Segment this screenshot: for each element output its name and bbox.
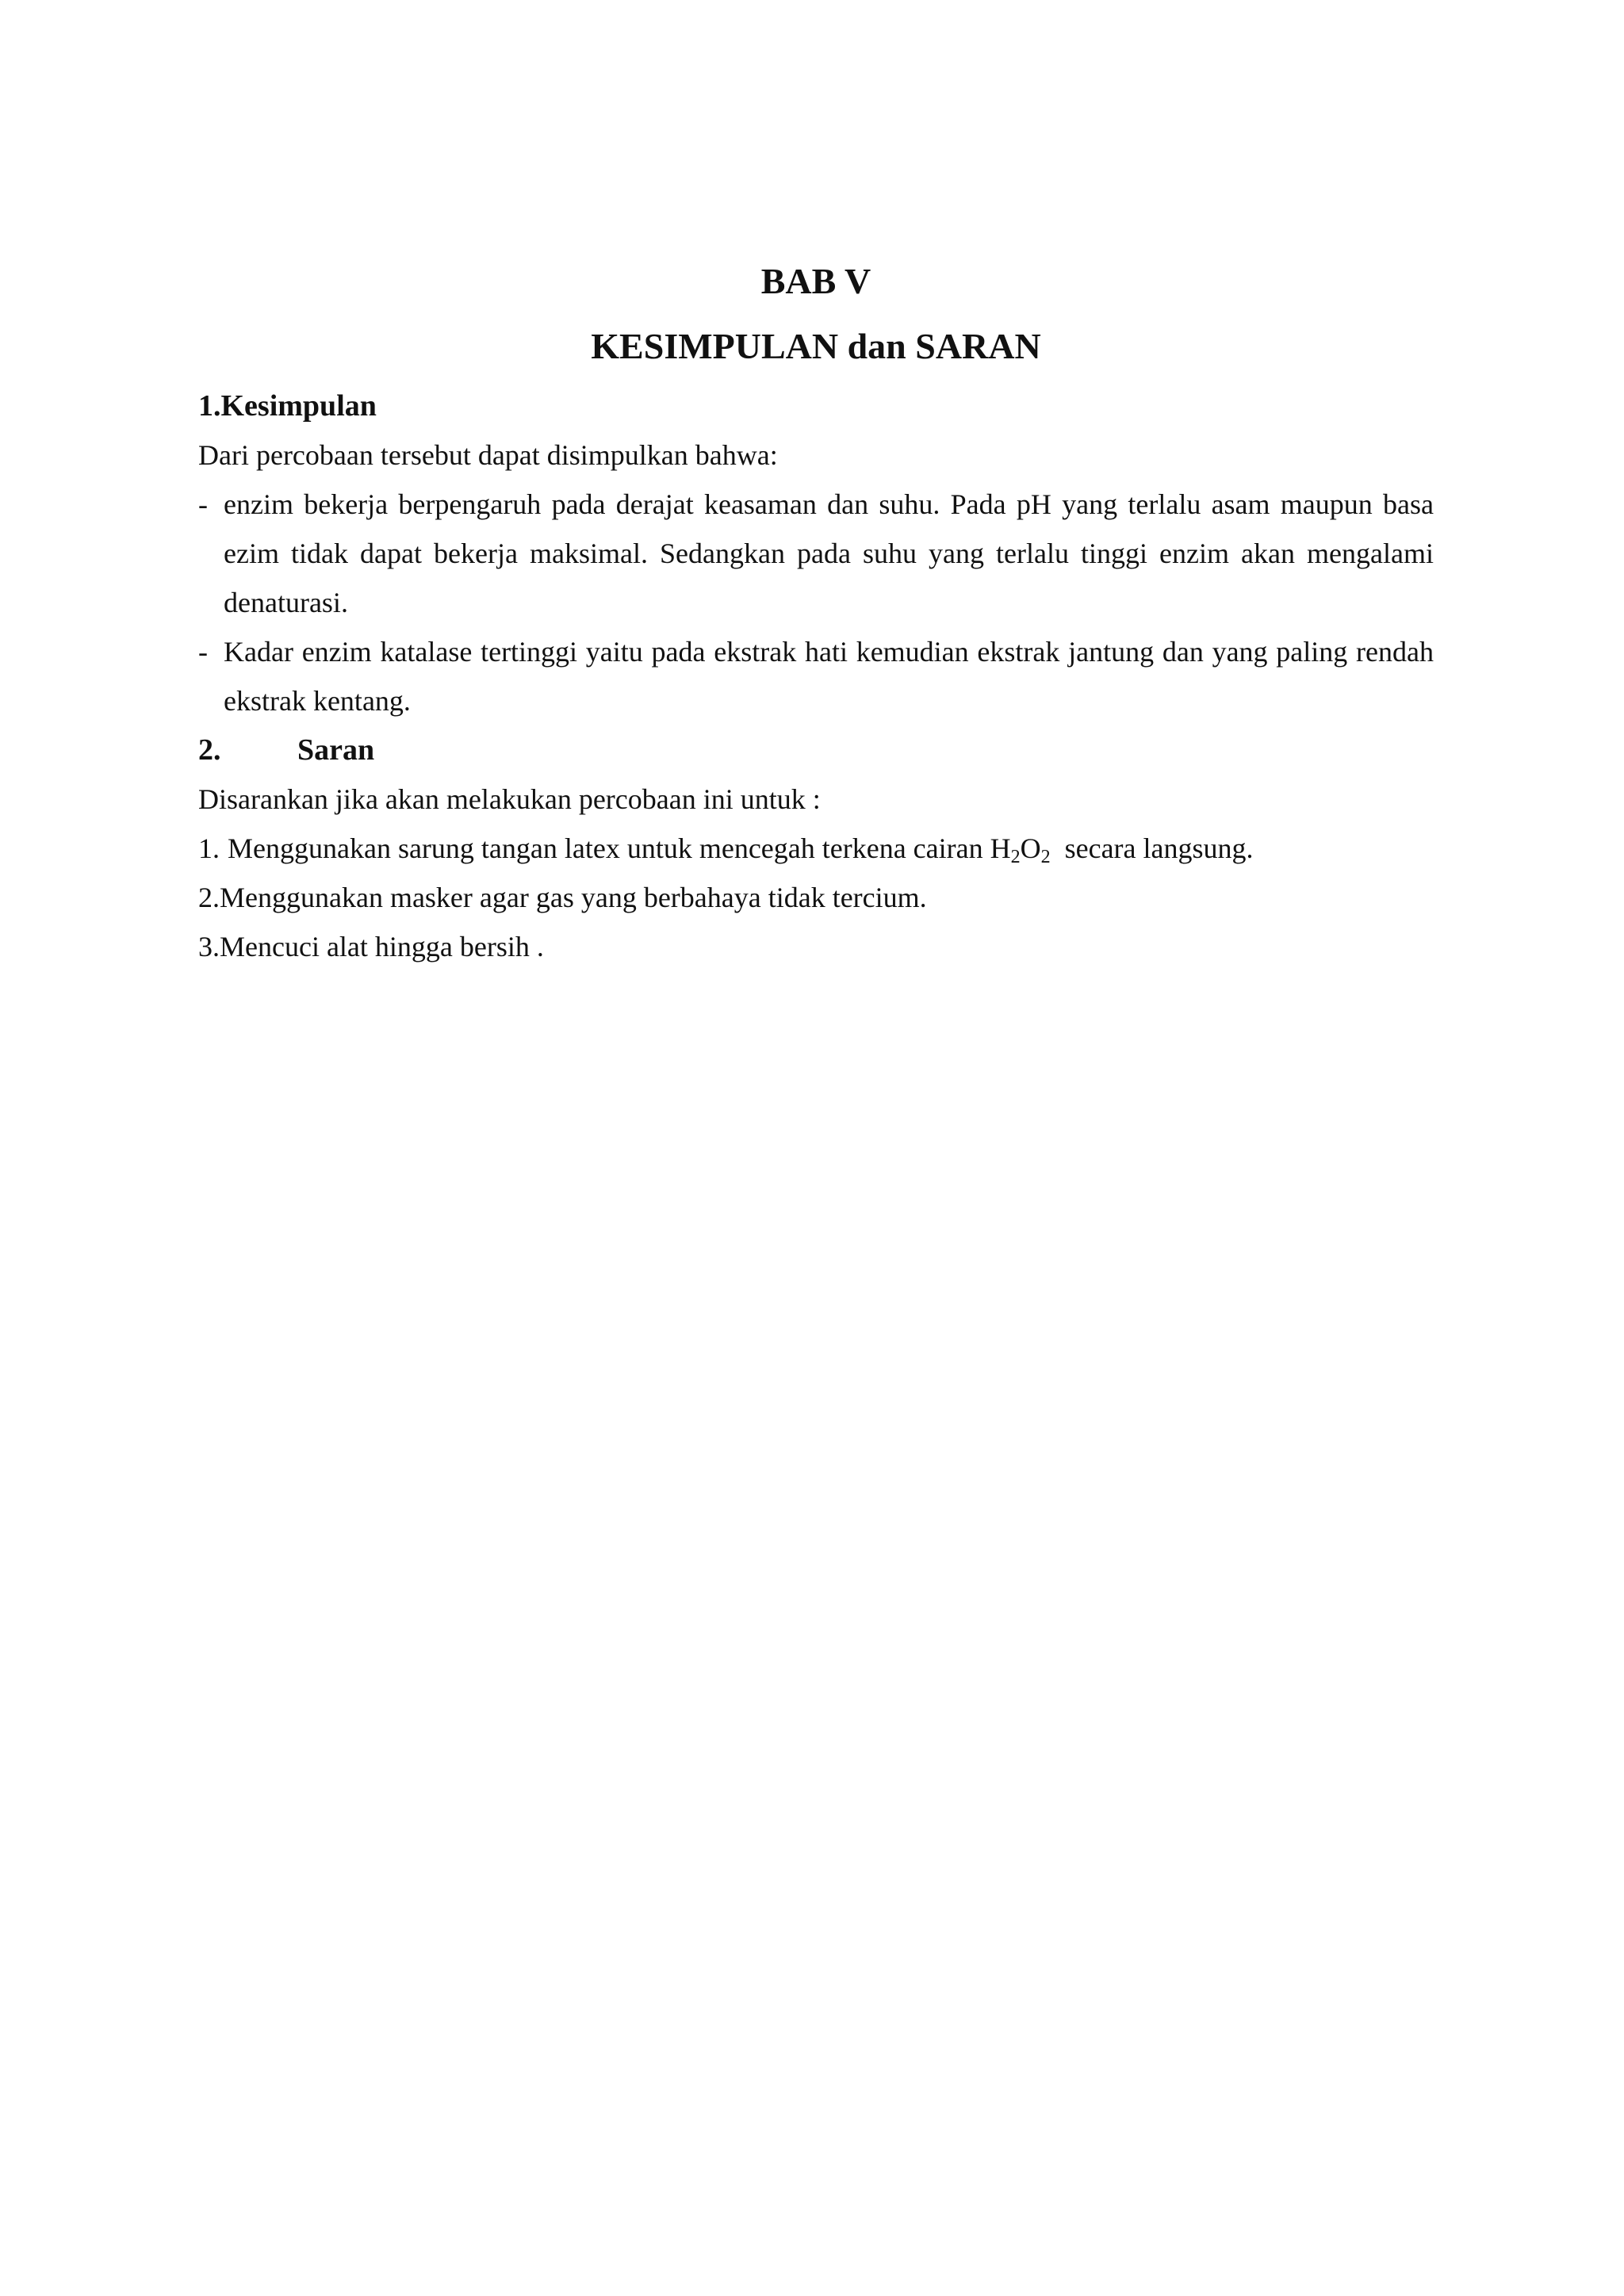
document-content (198, 258, 1434, 971)
section-heading-kesimpulan (198, 381, 1434, 430)
section-title: Kesimpulan (220, 389, 377, 423)
bullet-dash: - (198, 488, 208, 520)
chapter-title: KESIMPULAN dan SARAN (591, 326, 1041, 366)
numbered-item (198, 873, 1434, 922)
section-number: 2. (198, 733, 221, 767)
item-number: 2. (198, 882, 220, 913)
bullet-item (198, 480, 1434, 627)
section-intro: Dari percobaan tersebut dapat disimpulkan bahwa: (198, 439, 778, 471)
chapter-label: BAB V (760, 261, 871, 301)
item-number: 3. (198, 931, 220, 962)
bullet-text: Kadar enzim katalase tertinggi yaitu pada ekstrak hati kemudian ekstrak jantung dan yang paling rendah ekstrak kentang. (224, 636, 1434, 717)
bullet-item (198, 627, 1434, 725)
item-text: Menggunakan sarung tangan latex untuk mencegah terkena cairan $H_2O_2$ secara langsung. (228, 832, 1254, 867)
section-number: 1. (198, 389, 221, 423)
item-text: Menggunakan masker agar gas yang berbahaya tidak tercium. (220, 882, 927, 913)
bullet-dash: - (198, 636, 208, 668)
numbered-item (198, 824, 1434, 873)
item-number: 1. (198, 832, 220, 864)
numbered-item (198, 922, 1434, 971)
item-text: Mencuci alat hingga bersih . (220, 931, 544, 962)
subscript-two: 2 (1010, 847, 1021, 867)
bullet-text: enzim bekerja berpengaruh pada derajat keasaman dan suhu. Pada pH yang terlalu asam maupun basa ezim tidak dapat bekerja maksimal. Sedangkan pada suhu yang terlalu tinggi enzim akan mengalami denaturasi. (224, 488, 1434, 618)
section-heading-saran (198, 725, 1434, 775)
subscript-two: 2 (1040, 847, 1051, 867)
section-intro: Disarankan jika akan melakukan percobaan ini untuk : (198, 783, 821, 815)
section-title: Saran (297, 733, 375, 767)
